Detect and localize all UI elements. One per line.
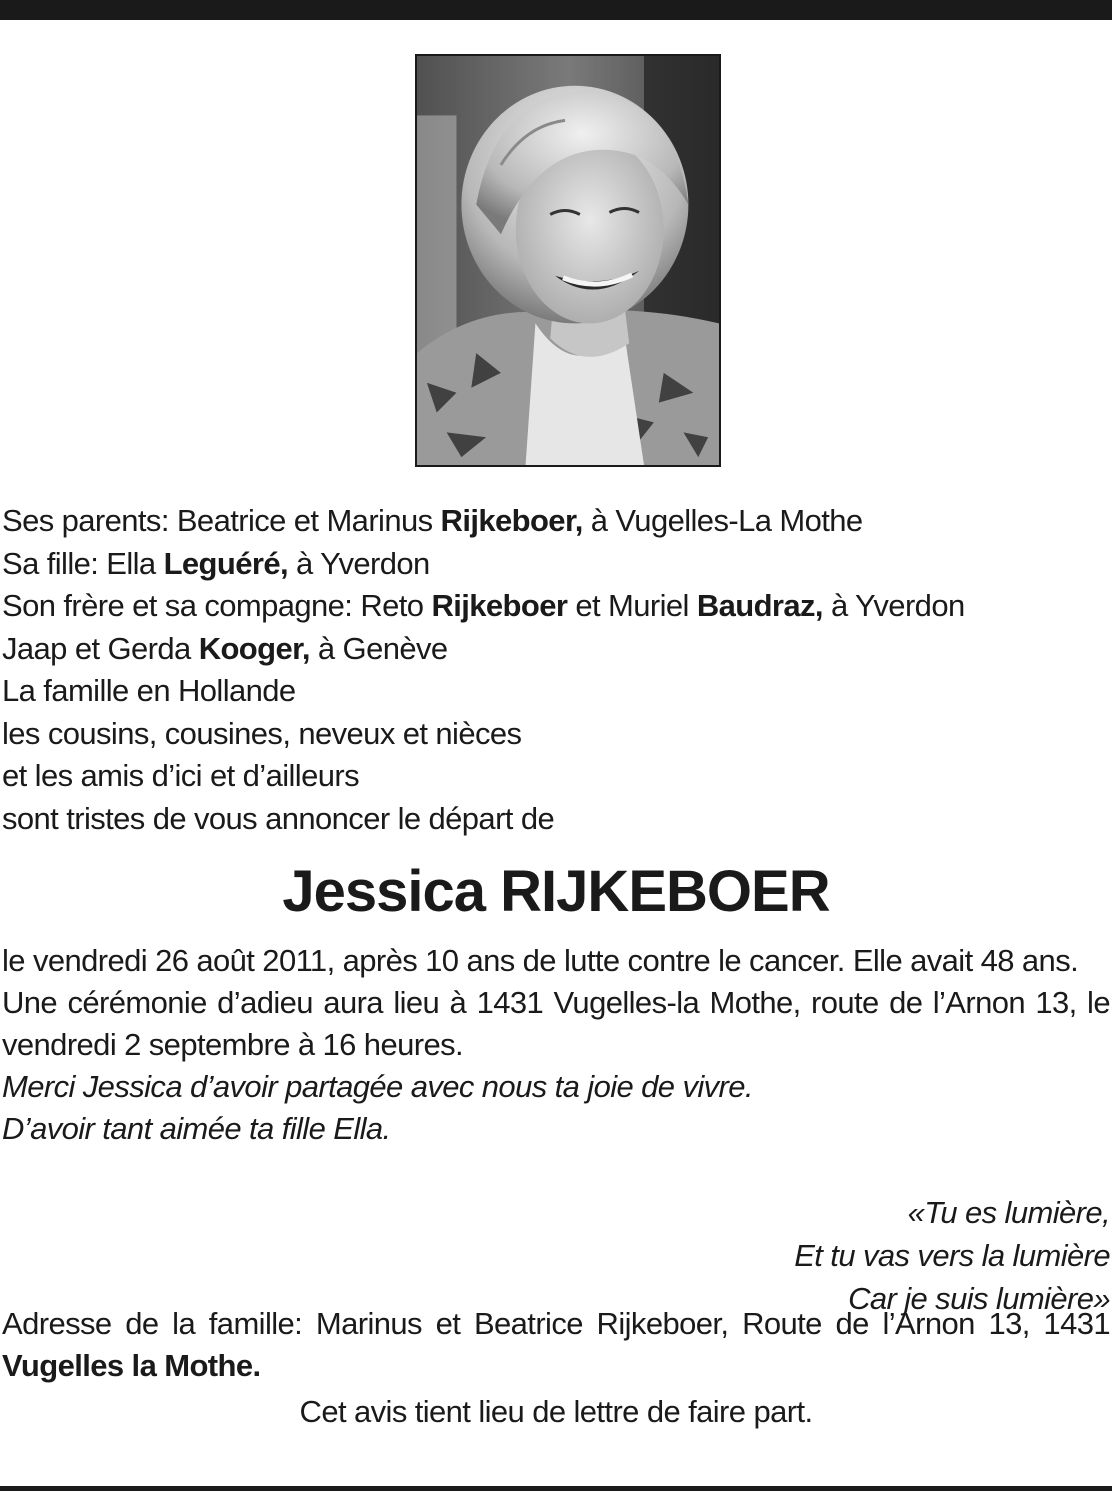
closing-note: Cet avis tient lieu de lettre de faire part.: [299, 1394, 813, 1429]
bottom-rule: [0, 1486, 1112, 1491]
relatives-line-announcement: sont tristes de vous annoncer le départ de: [2, 800, 555, 836]
tribute-line-1: Merci Jessica d’avoir partagée avec nous ta joie de vivre.: [2, 1069, 753, 1104]
relatives-line-kooger: Jaap et Gerda Kooger, à Genève: [2, 630, 448, 666]
relatives-line-brother: Son frère et sa compagne: Reto Rijkeboer et Muriel Baudraz, à Yverdon: [2, 588, 965, 623]
relatives-line-daughter: Sa fille: Ella Leguéré, à Yverdon: [2, 545, 430, 581]
quote-line: Et tu vas vers la lumière: [794, 1238, 1110, 1273]
tribute-line-2: D’avoir tant aimée ta fille Ella.: [2, 1111, 391, 1146]
quote-line: Car je suis lumière»: [848, 1281, 1110, 1316]
notice-body: [2, 940, 1110, 1150]
death-notice: le vendredi 26 août 2011, après 10 ans de lutte contre le cancer. Elle avait 48 ans.: [2, 943, 1079, 978]
relatives-line-cousins: les cousins, cousines, neveux et nièces: [2, 715, 522, 751]
family-address: Adresse de la famille: Marinus et Beatrice Rijkeboer, Route de l’Arnon 13, 1431 Vugelles la Mothe.: [2, 1306, 1110, 1383]
relatives-line-parents: Ses parents: Beatrice et Marinus Rijkeboer, à Vugelles-La Mothe: [2, 503, 863, 538]
quote-block: [794, 1191, 1110, 1320]
relatives-line-friends: et les amis d’ici et d’ailleurs: [2, 758, 359, 793]
relatives-list: [2, 500, 1110, 840]
deceased-name: Jessica RIJKEBOER: [282, 859, 830, 924]
portrait-photo: [415, 54, 721, 467]
ceremony-info: Une cérémonie d’adieu aura lieu à 1431 Vugelles-la Mothe, route de l’Arnon 13, le vendredi 2 septembre à 16 heures.: [2, 985, 1110, 1062]
top-rule: [0, 0, 1112, 20]
quote-line: «Tu es lumière,: [907, 1195, 1110, 1230]
relatives-line-family: La famille en Hollande: [2, 673, 296, 708]
portrait-image: [417, 56, 719, 465]
